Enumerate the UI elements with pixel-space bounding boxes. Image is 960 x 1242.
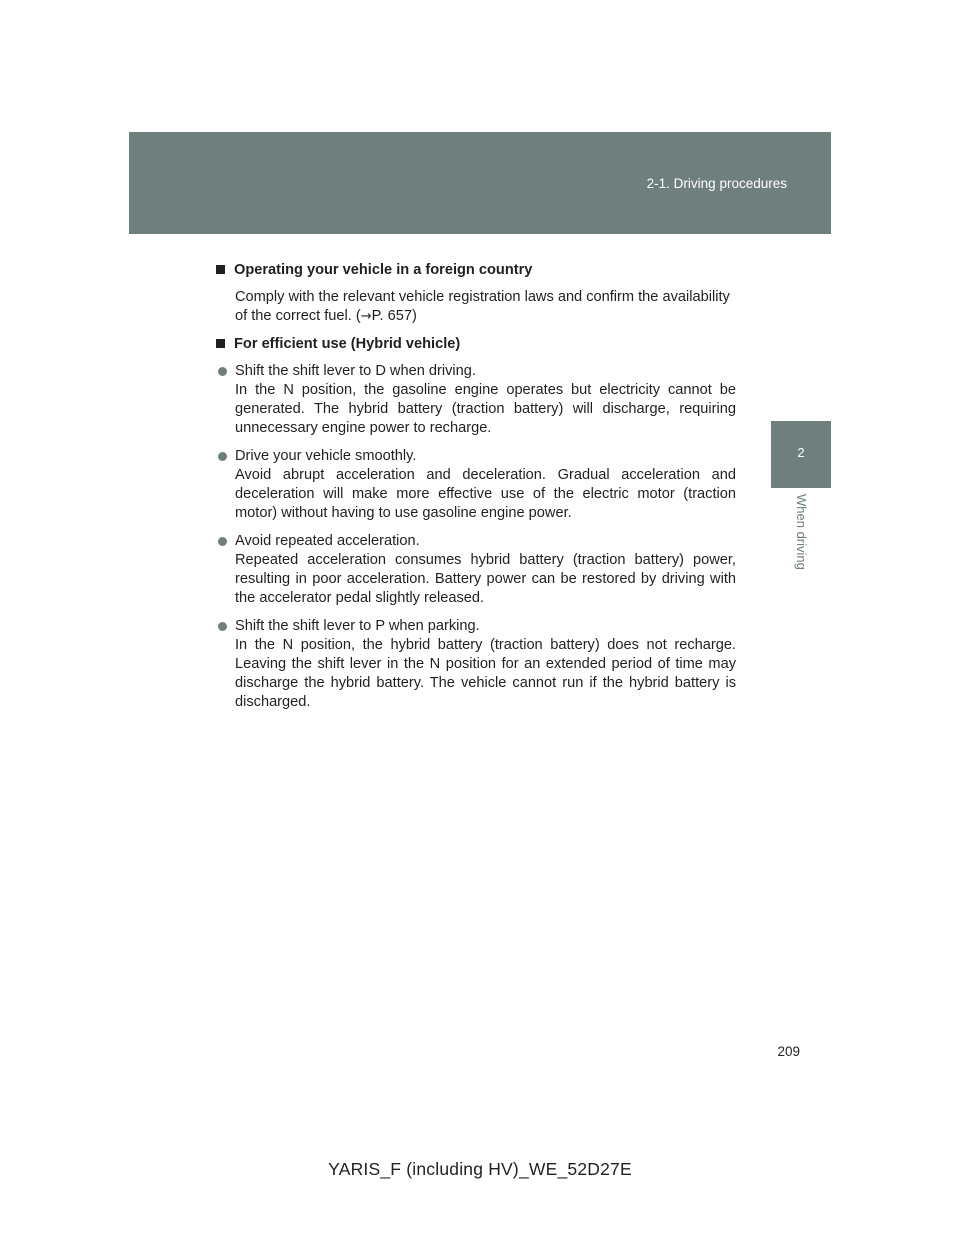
paragraph-text: Comply with the relevant vehicle registration laws and confirm the availability of the correct fuel. ( — [235, 289, 730, 324]
circle-bullet-icon — [218, 537, 227, 546]
arrow-right-icon: → — [360, 309, 372, 324]
header-band — [129, 132, 831, 234]
chapter-label-container — [765, 494, 837, 584]
item-title: Drive your vehicle smoothly. — [235, 448, 417, 464]
item-title: Shift the shift lever to P when parking. — [235, 618, 480, 634]
section-heading-foreign-country — [216, 261, 736, 280]
page-content — [216, 261, 736, 721]
paragraph-text-end: ) — [411, 308, 417, 324]
section-heading-efficient-use — [216, 335, 736, 354]
item-body: Avoid abrupt acceleration and deceleration. Gradual acceleration and deceleration will make more effective use of the electric motor (traction motor) without having to use gasoline engine power. — [235, 467, 736, 521]
circle-bullet-icon — [218, 622, 227, 631]
page-number: 209 — [777, 1044, 800, 1059]
heading-text: Operating your vehicle in a foreign country — [234, 262, 533, 278]
document-id: YARIS_F (including HV)_WE_52D27E — [328, 1159, 632, 1179]
item-body: In the N position, the gasoline engine operates but electricity cannot be generated. The hybrid battery (traction battery) will discharge, requiring unnecessary engine power to recharge. — [235, 382, 736, 436]
circle-bullet-icon — [218, 452, 227, 461]
chapter-number: 2 — [797, 445, 805, 460]
chapter-tab — [771, 421, 831, 488]
section-title: 2-1. Driving procedures — [646, 176, 787, 191]
list-item — [216, 617, 736, 712]
list-item — [216, 447, 736, 523]
chapter-label: When driving — [794, 494, 809, 570]
item-title: Shift the shift lever to D when driving. — [235, 363, 476, 379]
circle-bullet-icon — [218, 367, 227, 376]
item-title: Avoid repeated acceleration. — [235, 533, 420, 549]
heading-text: For efficient use (Hybrid vehicle) — [234, 336, 461, 352]
item-body: In the N position, the hybrid battery (traction battery) does not recharge. Leaving the shift lever in the N position for an extended period of time may discharge the hybrid battery. The vehicle cannot run if the hybrid battery is discharged. — [235, 637, 736, 710]
item-body: Repeated acceleration consumes hybrid battery (traction battery) power, resulting in poor acceleration. Battery power can be restored by driving with the accelerator pedal slightly released. — [235, 552, 736, 606]
page-reference-link[interactable]: P. 657 — [371, 308, 412, 324]
list-item — [216, 532, 736, 608]
square-bullet-icon — [216, 265, 225, 274]
square-bullet-icon — [216, 339, 225, 348]
list-item — [216, 362, 736, 438]
foreign-country-paragraph — [216, 288, 736, 326]
